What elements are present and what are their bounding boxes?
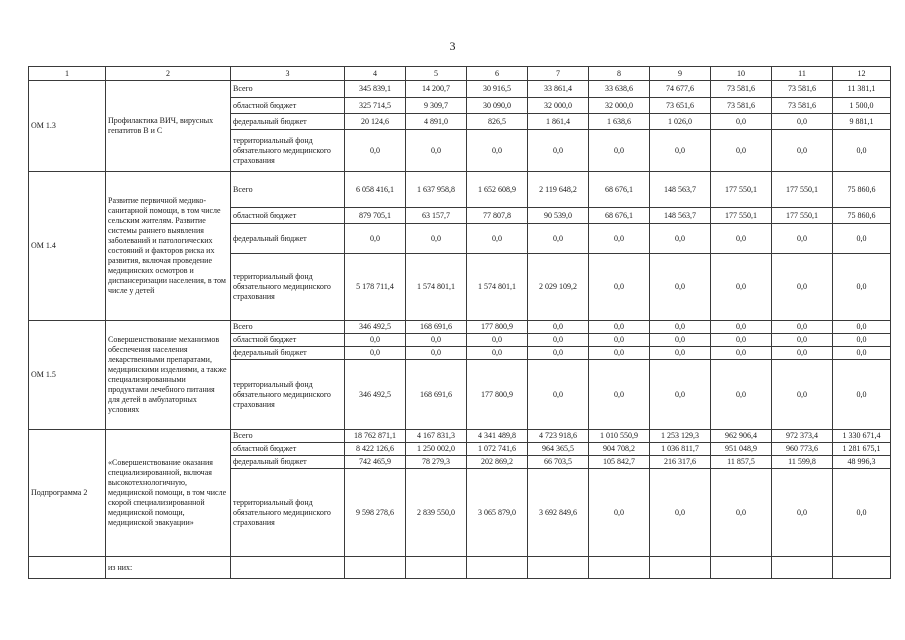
value-cell: 202 869,2 [467,456,528,469]
value-cell: 177 550,1 [772,172,833,208]
header-cell: 7 [528,67,589,81]
value-cell: 73 651,6 [650,98,711,114]
value-cell: 0,0 [589,469,650,557]
value-cell: 177 550,1 [772,208,833,224]
value-cell: 9 881,1 [833,114,891,130]
table-row [29,321,891,334]
value-cell: 0,0 [589,334,650,347]
header-cell: 12 [833,67,891,81]
value-cell: 0,0 [833,360,891,430]
value-cell: 73 581,6 [711,98,772,114]
funding-source: областной бюджет [231,334,345,347]
value-cell: 0,0 [833,130,891,172]
value-cell: 951 048,9 [711,443,772,456]
empty-cell [406,557,467,579]
funding-source: территориальный фонд обязательного медицинского страхования [231,360,345,430]
value-cell: 0,0 [345,224,406,254]
value-cell: 4 723 918,6 [528,430,589,443]
value-cell: 3 065 879,0 [467,469,528,557]
value-cell: 0,0 [772,254,833,321]
value-cell: 177 800,9 [467,360,528,430]
value-cell: 30 916,5 [467,81,528,98]
footer-row [29,557,891,579]
funding-source: Всего [231,321,345,334]
value-cell: 0,0 [589,360,650,430]
value-cell: 0,0 [711,321,772,334]
value-cell: 972 373,4 [772,430,833,443]
value-cell: 0,0 [650,224,711,254]
value-cell: 33 638,6 [589,81,650,98]
funding-source: федеральный бюджет [231,347,345,360]
empty-cell [833,557,891,579]
value-cell: 0,0 [650,321,711,334]
value-cell: 63 157,7 [406,208,467,224]
funding-source: территориальный фонд обязательного медицинского страхования [231,130,345,172]
funding-source: территориальный фонд обязательного медицинского страхования [231,254,345,321]
table-row [29,81,891,98]
value-cell: 30 090,0 [467,98,528,114]
value-cell: 1 500,0 [833,98,891,114]
value-cell: 0,0 [467,130,528,172]
value-cell: 0,0 [711,224,772,254]
program-description: Развитие первичной медико-санитарной помощи, в том числе сельским жителям. Развитие системы раннего выявления заболеваний и патологических состояний и факторов риска их развития, включая проведение медицинских осмотров и диспансеризации населения, в том числе у детей [106,172,231,321]
value-cell: 0,0 [345,347,406,360]
page-number: 3 [449,39,456,53]
header-cell: 8 [589,67,650,81]
value-cell: 0,0 [772,347,833,360]
value-cell: 0,0 [833,347,891,360]
header-cell: 1 [29,67,106,81]
value-cell: 0,0 [528,321,589,334]
value-cell: 74 677,6 [650,81,711,98]
value-cell: 75 860,6 [833,172,891,208]
value-cell: 0,0 [711,347,772,360]
header-cell: 10 [711,67,772,81]
value-cell: 2 119 648,2 [528,172,589,208]
program-code: ОМ 1.5 [29,321,106,430]
value-cell: 0,0 [833,224,891,254]
empty-cell [772,557,833,579]
value-cell: 0,0 [711,334,772,347]
empty-cell [345,557,406,579]
value-cell: 964 365,5 [528,443,589,456]
value-cell: 0,0 [589,254,650,321]
header-cell: 4 [345,67,406,81]
value-cell: 0,0 [406,224,467,254]
empty-cell [589,557,650,579]
value-cell: 2 839 550,0 [406,469,467,557]
value-cell: 1 574 801,1 [467,254,528,321]
value-cell: 742 465,9 [345,456,406,469]
value-cell: 14 200,7 [406,81,467,98]
value-cell: 0,0 [650,334,711,347]
value-cell: 11 857,5 [711,456,772,469]
value-cell: 826,5 [467,114,528,130]
value-cell: 216 317,6 [650,456,711,469]
value-cell: 1 861,4 [528,114,589,130]
header-cell: 11 [772,67,833,81]
value-cell: 0,0 [772,360,833,430]
value-cell: 0,0 [406,334,467,347]
program-description: «Совершенствование оказания специализированной, включая высокотехнологичную, медицинской помощи, в том числе скорой специализированной медицинской помощи, медицинской эвакуации» [106,430,231,557]
value-cell: 0,0 [406,347,467,360]
value-cell: 9 309,7 [406,98,467,114]
value-cell: 1 072 741,6 [467,443,528,456]
value-cell: 33 861,4 [528,81,589,98]
value-cell: 0,0 [772,114,833,130]
value-cell: 1 637 958,8 [406,172,467,208]
empty-cell [650,557,711,579]
empty-cell [29,557,106,579]
table-row [29,430,891,443]
value-cell: 0,0 [467,224,528,254]
value-cell: 0,0 [406,130,467,172]
value-cell: 1 010 550,9 [589,430,650,443]
value-cell: 0,0 [711,360,772,430]
value-cell: 0,0 [833,254,891,321]
header-row [29,67,891,81]
value-cell: 345 839,1 [345,81,406,98]
value-cell: 1 281 675,1 [833,443,891,456]
value-cell: 0,0 [528,334,589,347]
value-cell: 1 652 608,9 [467,172,528,208]
header-cell: 3 [231,67,345,81]
header-cell: 6 [467,67,528,81]
value-cell: 1 026,0 [650,114,711,130]
value-cell: 1 253 129,3 [650,430,711,443]
empty-cell [528,557,589,579]
value-cell: 0,0 [772,130,833,172]
program-description: Профилактика ВИЧ, вирусных гепатитов B и C [106,81,231,172]
value-cell: 73 581,6 [772,81,833,98]
value-cell: 0,0 [650,130,711,172]
value-cell: 0,0 [650,360,711,430]
value-cell: 879 705,1 [345,208,406,224]
value-cell: 0,0 [711,130,772,172]
value-cell: 2 029 109,2 [528,254,589,321]
value-cell: 32 000,0 [528,98,589,114]
value-cell: 177 550,1 [711,208,772,224]
empty-cell [467,557,528,579]
value-cell: 4 891,0 [406,114,467,130]
value-cell: 18 762 871,1 [345,430,406,443]
value-cell: 1 574 801,1 [406,254,467,321]
value-cell: 0,0 [711,254,772,321]
value-cell: 1 250 002,0 [406,443,467,456]
value-cell: 9 598 278,6 [345,469,406,557]
budget-table [28,66,891,579]
value-cell: 1 330 671,4 [833,430,891,443]
value-cell: 4 167 831,3 [406,430,467,443]
value-cell: 346 492,5 [345,321,406,334]
value-cell: 0,0 [772,321,833,334]
value-cell: 325 714,5 [345,98,406,114]
value-cell: 0,0 [467,334,528,347]
budget-table-body [29,67,891,579]
funding-source: территориальный фонд обязательного медицинского страхования [231,469,345,557]
value-cell: 148 563,7 [650,208,711,224]
funding-source: областной бюджет [231,98,345,114]
value-cell: 77 807,8 [467,208,528,224]
value-cell: 5 178 711,4 [345,254,406,321]
value-cell: 148 563,7 [650,172,711,208]
value-cell: 0,0 [589,321,650,334]
funding-source: областной бюджет [231,208,345,224]
funding-source: федеральный бюджет [231,114,345,130]
value-cell: 346 492,5 [345,360,406,430]
value-cell: 3 692 849,6 [528,469,589,557]
value-cell: 0,0 [711,114,772,130]
value-cell: 90 539,0 [528,208,589,224]
program-description: Совершенствование механизмов обеспечения населения лекарственными препаратами, медицинскими изделиями, а также специализированными продуктами лечебного питания для детей в амбулаторных условиях [106,321,231,430]
empty-cell [711,557,772,579]
value-cell: 0,0 [650,254,711,321]
value-cell: 73 581,6 [772,98,833,114]
funding-source: областной бюджет [231,443,345,456]
program-code: Подпрограмма 2 [29,430,106,557]
value-cell: 20 124,6 [345,114,406,130]
program-code: ОМ 1.4 [29,172,106,321]
value-cell: 0,0 [650,347,711,360]
value-cell: 8 422 126,6 [345,443,406,456]
value-cell: 168 691,6 [406,360,467,430]
empty-cell [231,557,345,579]
value-cell: 1 036 811,7 [650,443,711,456]
value-cell: 0,0 [650,469,711,557]
value-cell: 0,0 [345,334,406,347]
value-cell: 0,0 [833,321,891,334]
value-cell: 0,0 [589,224,650,254]
value-cell: 0,0 [772,334,833,347]
value-cell: 68 676,1 [589,172,650,208]
header-cell: 9 [650,67,711,81]
program-code: ОМ 1.3 [29,81,106,172]
value-cell: 0,0 [772,469,833,557]
value-cell: 904 708,2 [589,443,650,456]
value-cell: 177 550,1 [711,172,772,208]
value-cell: 68 676,1 [589,208,650,224]
header-cell: 2 [106,67,231,81]
value-cell: 0,0 [467,347,528,360]
value-cell: 0,0 [833,334,891,347]
value-cell: 32 000,0 [589,98,650,114]
value-cell: 0,0 [528,347,589,360]
value-cell: 6 058 416,1 [345,172,406,208]
header-cell: 5 [406,67,467,81]
value-cell: 177 800,9 [467,321,528,334]
funding-source: федеральный бюджет [231,224,345,254]
value-cell: 11 381,1 [833,81,891,98]
value-cell: 0,0 [711,469,772,557]
value-cell: 960 773,6 [772,443,833,456]
value-cell: 0,0 [528,224,589,254]
value-cell: 66 703,5 [528,456,589,469]
value-cell: 0,0 [528,130,589,172]
footer-description: из них: [106,557,231,579]
value-cell: 0,0 [772,224,833,254]
value-cell: 0,0 [345,130,406,172]
value-cell: 962 906,4 [711,430,772,443]
value-cell: 11 599,8 [772,456,833,469]
value-cell: 0,0 [528,360,589,430]
value-cell: 1 638,6 [589,114,650,130]
value-cell: 0,0 [589,130,650,172]
value-cell: 78 279,3 [406,456,467,469]
value-cell: 105 842,7 [589,456,650,469]
funding-source: федеральный бюджет [231,456,345,469]
value-cell: 48 996,3 [833,456,891,469]
funding-source: Всего [231,430,345,443]
funding-source: Всего [231,172,345,208]
value-cell: 0,0 [833,469,891,557]
funding-source: Всего [231,81,345,98]
value-cell: 0,0 [589,347,650,360]
value-cell: 75 860,6 [833,208,891,224]
table-row [29,172,891,208]
value-cell: 168 691,6 [406,321,467,334]
value-cell: 73 581,6 [711,81,772,98]
value-cell: 4 341 489,8 [467,430,528,443]
